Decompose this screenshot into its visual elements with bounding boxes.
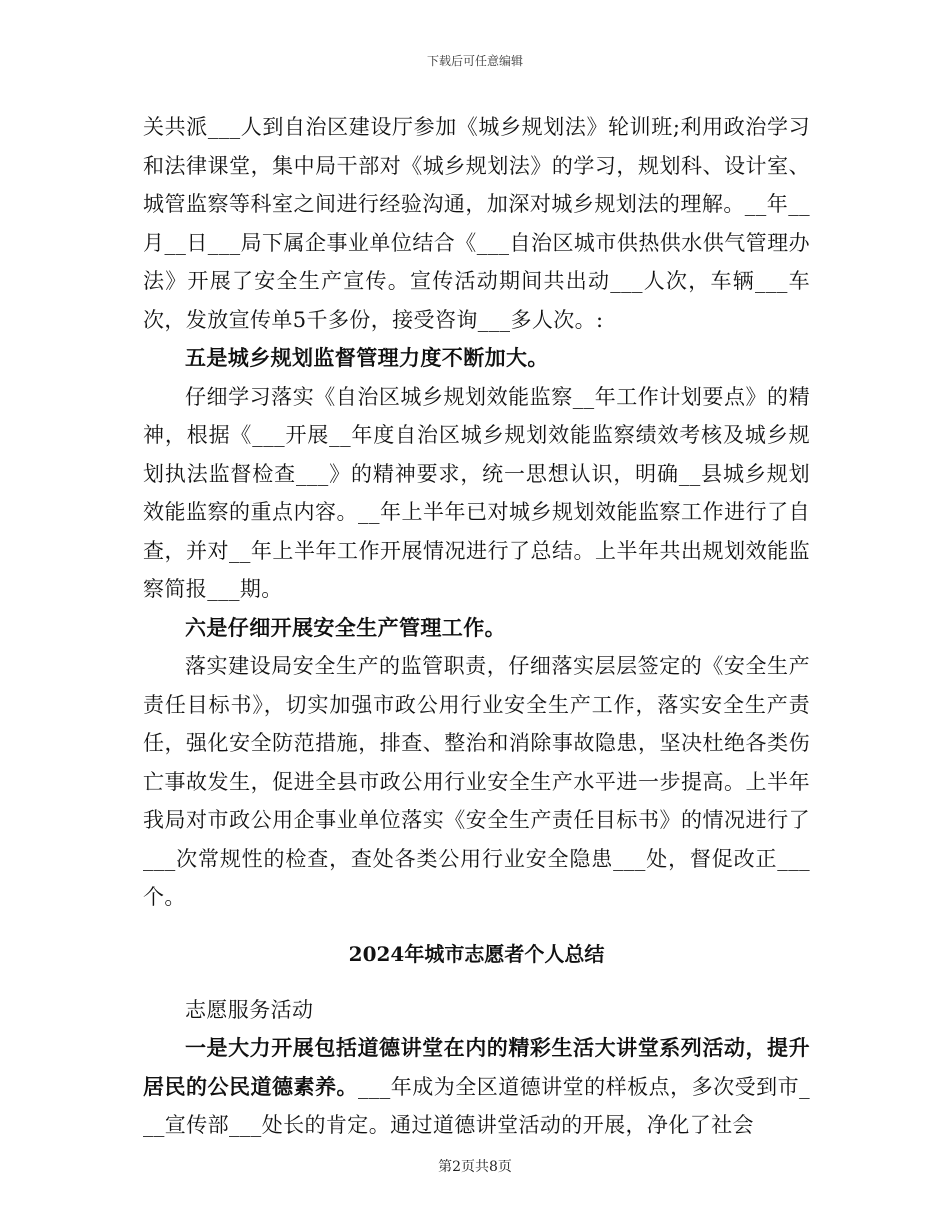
section-heading-volunteer: 志愿服务活动 <box>185 997 314 1022</box>
heading-fifth-point: 五是城乡规划监督管理力度不断加大。 <box>185 345 549 370</box>
document-body <box>143 108 810 1145</box>
document-title: 2024年城市志愿者个人总结 <box>348 941 605 966</box>
page-header: 下载后可任意编辑 <box>426 54 523 68</box>
paragraph-planning-supervision: 仔细学习落实《自治区城乡规划效能监察__年工作计划要点》的精神，根据《___开展__年度自治区城乡规划效能监察绩效考核及城乡规划执法监督检查___》的精神要求，统一思想认识，明确__县城乡规划效能监察的重点内容。__年上半年已对城乡规划效能监察工作进行了自查，并对__年上半年工作开展情况进行了总结。上半年共出规划效能监察简报___期。 <box>143 384 810 601</box>
paragraph-training: 关共派___人到自治区建设厅参加《城乡规划法》轮训班;利用政治学习和法律课堂，集中局干部对《城乡规划法》的学习，规划科、设计室、城管监察等科室之间进行经验沟通，加深对城乡规划法的理解。__年__月__日___局下属企事业单位结合《___自治区城市供热供水供气管理办法》开展了安全生产宣传。宣传活动期间共出动___人次，车辆___车次，发放宣传单5千多份，接受咨询___多人次。: <box>143 115 810 332</box>
paragraph-safety-production: 落实建设局安全生产的监管职责，仔细落实层层签定的《安全生产责任目标书》，切实加强市政公用行业安全生产工作，落实安全生产责任，强化安全防范措施，排查、整治和消除事故隐患，坚决杜绝各类伤亡事故发生，促进全县市政公用行业安全生产水平进一步提高。上半年我局对市政公用企事业单位落实《安全生产责任目标书》的情况进行了___次常规性的检查，查处各类公用行业安全隐患___处，督促改正___个。 <box>143 654 810 909</box>
heading-sixth-point: 六是仔细开展安全生产管理工作。 <box>185 614 506 640</box>
paragraph-moral-lecture-body: ___年成为全区道德讲堂的样板点，多次受到市___宣传部___处长的肯定。通过道德讲堂活动的开展，净化了社会 <box>143 1074 811 1137</box>
page-footer: 第2页共8页 <box>438 1159 512 1175</box>
paragraph-moral-lecture <box>143 1029 810 1145</box>
paragraph-moral-lecture-lead: 一是大力开展包括道德讲堂在内的精彩生活大讲堂系列活动，提升居民的公民道德素养。 <box>143 1035 810 1099</box>
